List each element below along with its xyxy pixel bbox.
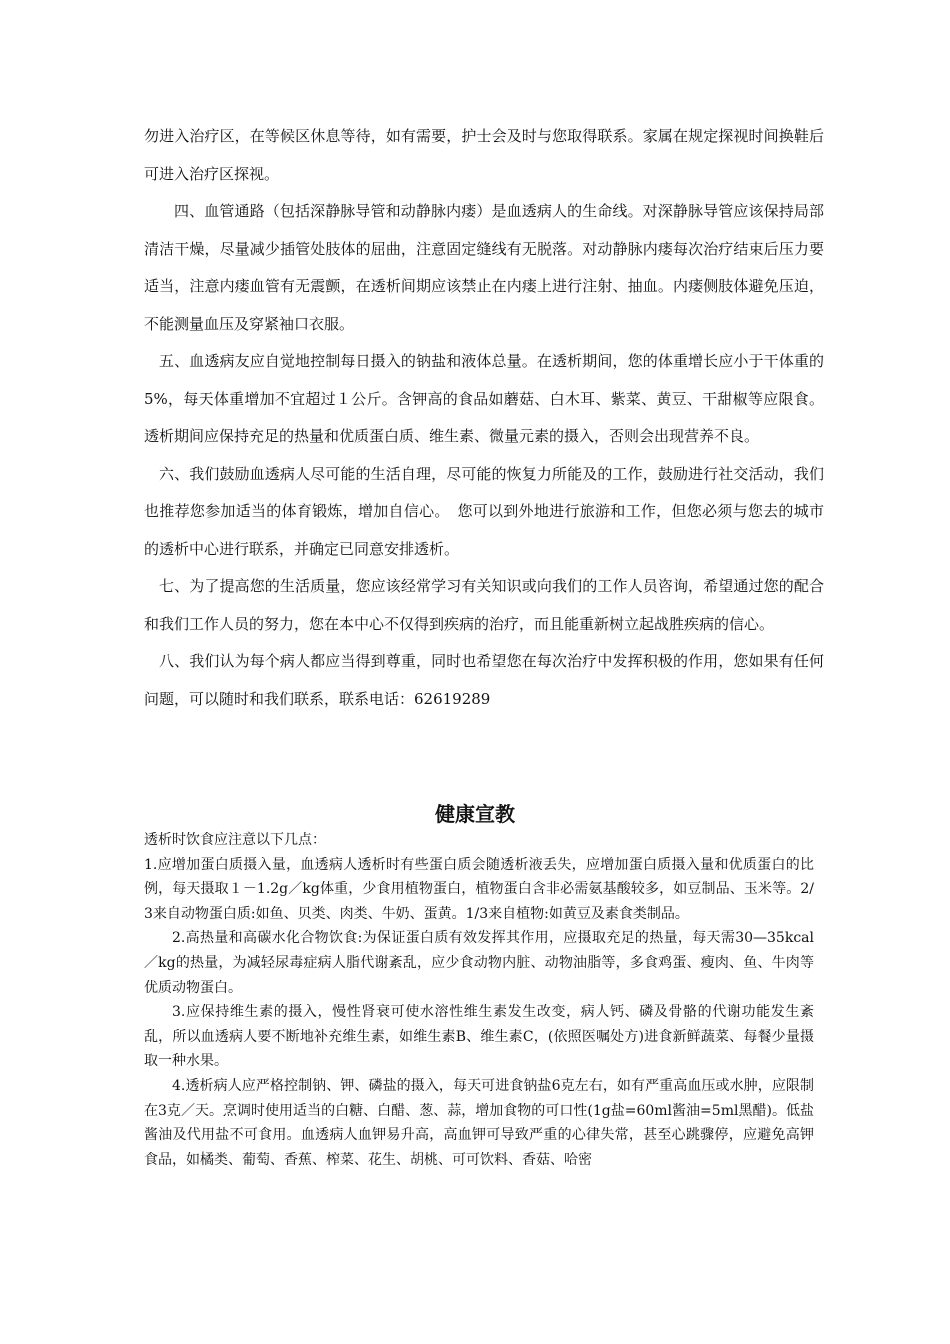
diet-item-calories: 2.高热量和高碳水化合物饮食:为保证蛋白质有效发挥其作用，应摄取充足的热量，每天需30—35kcal／kg的热量，为减轻尿毒症病人脂代谢紊乱，应少食动物内脏、动物油脂等，多食鸡蛋、瘦肉、鱼、牛肉等优质动物蛋白。 xyxy=(144,930,814,996)
paragraph-quality-of-life: 七、为了提高您的生活质量，您应该经常学习有关知识或向我们的工作人员咨询，希望通过您的配合和我们工作人员的努力，您在本中心不仅得到疾病的治疗，而且能重新树立起战胜疾病的信心。 xyxy=(144,577,824,633)
page-title: 健康宣教 xyxy=(435,802,515,826)
diet-item-vitamins: 3.应保持维生素的摄入，慢性肾衰可使水溶性维生素发生改变，病人钙、磷及骨骼的代谢功能发生紊乱，所以血透病人要不断地补充维生素，如维生素B、维生素C，(依照医嘱处方)进食新鲜蔬菜、每餐少量摄取一种水果。 xyxy=(144,1004,814,1070)
paragraph-self-care: 六、我们鼓励血透病人尽可能的生活自理，尽可能的恢复力所能及的工作，鼓励进行社交活动，我们也推荐您参加适当的体育锻炼，增加自信心。 您可以到外地进行旅游和工作，但您必须与您去的城市的透析中心进行联系，并确定已同意安排透析。 xyxy=(144,464,824,558)
diet-item-minerals: 4.透析病人应严格控制钠、钾、磷盐的摄入，每天可进食钠盐6克左右，如有严重高血压或水肿，应限制在3克／天。烹调时使用适当的白糖、白醋、葱、蒜，增加食物的可口性(1g盐=60ml酱油=5ml黑醋)。低盐酱油及代用盐不可食用。血透病人血钾易升高，高血钾可导致严重的心律失常，甚至心跳骤停，应避免高钾食品，如橘类、葡萄、香蕉、榨菜、花生、胡桃、可可饮料、香菇、哈密 xyxy=(144,1077,814,1168)
diet-item-protein: 1.应增加蛋白质摄入量，血透病人透析时有些蛋白质会随透析液丢失，应增加蛋白质摄入量和优质蛋白的比例，每天摄取１－1.2g／kg体重，少食用植物蛋白，植物蛋白含非必需氨基酸较多，如豆制品、玉米等。2/3来自动物蛋白质:如鱼、贝类、肉类、牛奶、蛋黄。1/3来自植物:如黄豆及素食类制品。 xyxy=(144,856,814,922)
paragraph-vascular-access: 四、血管通路（包括深静脉导管和动静脉内瘘）是血透病人的生命线。对深静脉导管应该保持局部清洁干燥，尽量减少插管处肢体的屈曲，注意固定缝线有无脱落。对动静脉内瘘每次治疗结束后压力要适当，注意内瘘血管有无震颤，在透析间期应该禁止在内瘘上进行注射、抽血。内瘘侧肢体避免压迫，不能测量血压及穿紧袖口衣服。 xyxy=(144,202,824,333)
paragraph-sodium-fluid: 五、血透病友应自觉地控制每日摄入的钠盐和液体总量。在透析期间，您的体重增长应小于干体重的5%，每天体重增加不宜超过１公斤。含钾高的食品如蘑菇、白木耳、紫菜、黄豆、干甜椒等应限食。透析期间应保持充足的热量和优质蛋白质、维生素、微量元素的摄入，否则会出现营养不良。 xyxy=(144,352,824,445)
paragraph-waiting-area: 勿进入治疗区，在等候区休息等待，如有需要，护士会及时与您取得联系。家属在规定探视时间换鞋后可进入治疗区探视。 xyxy=(144,127,824,183)
paragraph-contact: 八、我们认为每个病人都应当得到尊重，同时也希望您在每次治疗中发挥积极的作用，您如果有任何问题，可以随时和我们联系，联系电话：62619289 xyxy=(144,652,824,708)
diet-guidance-section xyxy=(144,828,814,1172)
patient-notice-section xyxy=(144,118,824,718)
diet-intro: 透析时饮食应注意以下几点： xyxy=(144,832,326,848)
